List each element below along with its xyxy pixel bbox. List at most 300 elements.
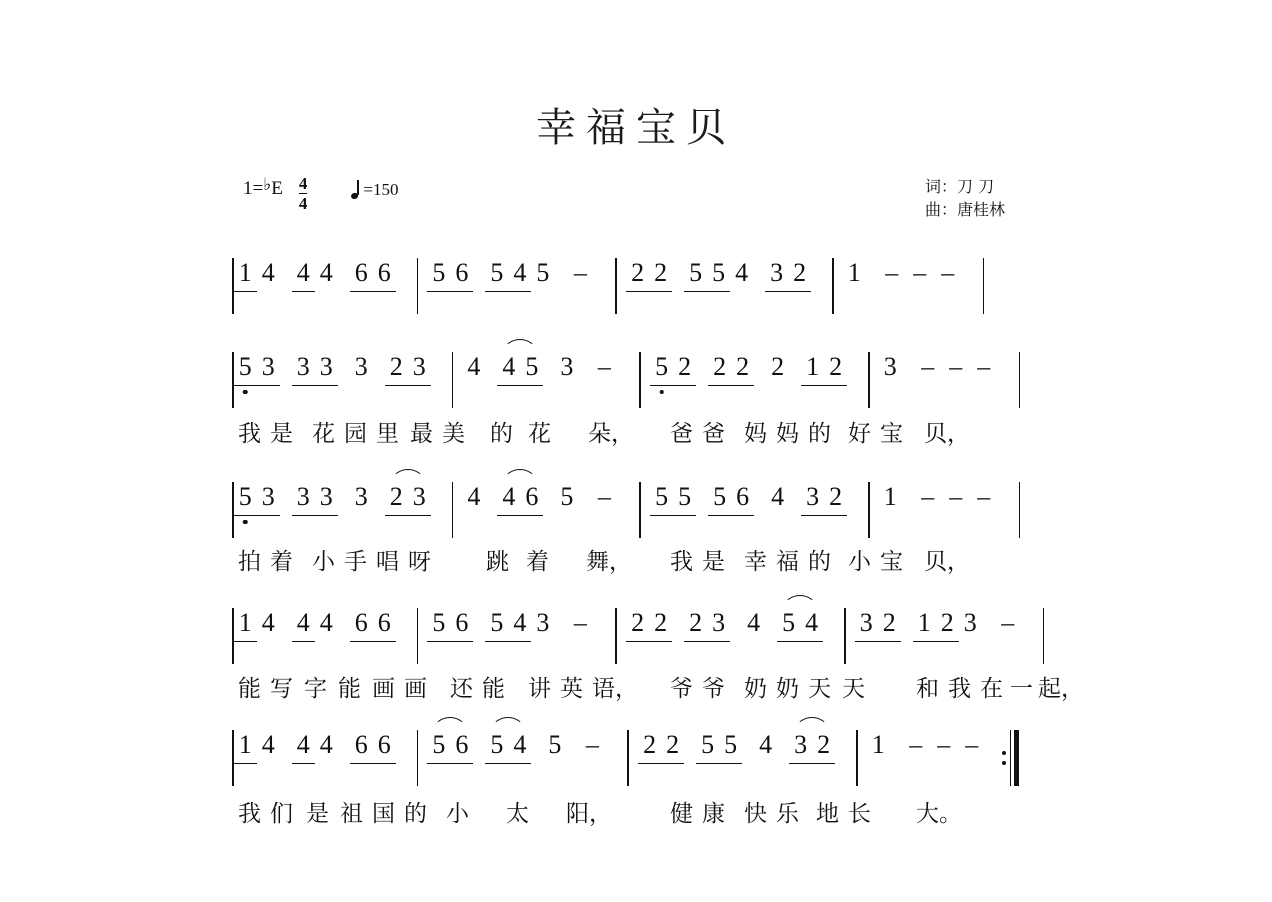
note: [385, 352, 408, 386]
note-group: [427, 608, 473, 642]
note: [879, 352, 902, 385]
note: [315, 482, 338, 516]
note-number: 2: [389, 352, 403, 381]
note-number: 6: [455, 730, 469, 759]
note-number: 5: [432, 608, 446, 637]
measure: [234, 608, 408, 642]
barline: [417, 258, 419, 314]
lyric-syllable: 是: [702, 549, 725, 575]
lyric-syllable: 我: [670, 549, 693, 575]
note: [555, 352, 578, 385]
note-group: [696, 730, 742, 764]
lyric-syllable: 贝，: [924, 421, 970, 447]
note-group: [626, 258, 672, 292]
note-group: [879, 352, 902, 385]
note-number: 2: [643, 730, 657, 759]
notation-line: [232, 608, 1047, 664]
barline: [627, 730, 629, 786]
note-group: [650, 352, 696, 386]
sustain-dash: –: [573, 258, 587, 287]
lyric-syllable: 英: [560, 676, 583, 702]
note: [234, 482, 257, 516]
lyric-syllable: 大。: [916, 801, 962, 827]
note-group: [292, 258, 338, 292]
barline: [856, 730, 858, 786]
note-number: 4: [296, 608, 310, 637]
note-group: [234, 352, 280, 386]
lyric-syllable: 阳，: [566, 801, 612, 827]
note-group: [234, 258, 280, 292]
staff-system: [232, 352, 1047, 408]
note-number: 1: [238, 730, 252, 759]
lyric-syllable: 能: [338, 676, 361, 702]
barline: [639, 352, 641, 408]
lyric-syllable: 起，: [1038, 676, 1084, 702]
measure: [626, 258, 823, 292]
note-number: 5: [525, 352, 539, 381]
note-group: [462, 352, 485, 385]
lyric-syllable: 是: [270, 421, 293, 447]
note-number: 2: [771, 352, 785, 381]
note-group: [684, 258, 753, 292]
note-group: [497, 352, 543, 386]
slur-arc: [795, 717, 829, 731]
lyric-syllable: 朵，: [588, 421, 634, 447]
note-number: 2: [793, 258, 807, 287]
sustain-dash: –: [937, 730, 951, 759]
lyric-syllable: 字: [304, 676, 327, 702]
note: [350, 482, 373, 515]
note: [913, 608, 936, 642]
note: [708, 482, 731, 516]
barline: [1019, 352, 1021, 408]
note-number: 2: [713, 352, 727, 381]
note: [936, 608, 959, 642]
key-prefix: 1=: [243, 178, 264, 199]
barline: [417, 730, 419, 786]
note: [373, 730, 396, 764]
note: [788, 258, 811, 292]
note: [684, 258, 707, 292]
slur-arc: [503, 469, 537, 483]
notation-line: [232, 482, 1047, 538]
note-group: [777, 608, 823, 642]
note-number: 6: [354, 608, 368, 637]
note-number: 1: [871, 730, 885, 759]
barline: [615, 258, 617, 314]
lyric-syllable: 妈: [744, 421, 767, 447]
lyric-syllable: 好: [848, 421, 871, 447]
lyric-syllable: 乐: [776, 801, 799, 827]
note-number: 4: [319, 730, 333, 759]
note-number: 6: [455, 608, 469, 637]
lyric-syllable: 着: [526, 549, 549, 575]
note: [801, 352, 824, 386]
note-number: 3: [296, 352, 310, 381]
barline: [615, 608, 617, 664]
note: [649, 608, 672, 642]
note-number: 3: [319, 352, 333, 381]
note-group: [638, 730, 684, 764]
measure: [843, 258, 974, 291]
barline: [844, 608, 846, 664]
note-number: 4: [735, 258, 749, 287]
lyricist-credit: 词：刀 刀: [925, 177, 995, 196]
note-number: 5: [782, 608, 796, 637]
note-number: 5: [238, 482, 252, 511]
sustain-dash: –: [941, 258, 955, 287]
slur-arc: [391, 469, 425, 483]
note-group: [754, 730, 777, 763]
lyric-line: [232, 795, 1047, 835]
lyric-syllable: 花: [312, 421, 335, 447]
note: [450, 258, 473, 292]
sustain-dash: –: [977, 482, 991, 511]
time-signature: [299, 175, 308, 212]
measure: [234, 482, 443, 516]
lyric-line: [232, 670, 1084, 710]
note-group: [994, 608, 1022, 638]
measure: [234, 730, 408, 764]
key-signature: [243, 175, 283, 200]
note: [257, 258, 280, 291]
measure: [234, 352, 443, 386]
lyric-syllable: 最: [410, 421, 433, 447]
note: [257, 352, 280, 386]
note: [520, 482, 543, 516]
measure: [427, 258, 606, 292]
slur-arc: [491, 717, 525, 731]
sustain-dash: –: [597, 482, 611, 511]
barline: [452, 482, 454, 538]
note: [878, 608, 901, 642]
sustain-dash: –: [949, 482, 963, 511]
lyric-syllable: 我: [238, 801, 261, 827]
lyric-syllable: 手: [344, 549, 367, 575]
note-number: 1: [917, 608, 931, 637]
note: [257, 482, 280, 516]
note: [485, 608, 508, 642]
staff-system: [232, 258, 1047, 314]
note: [742, 608, 765, 641]
lyric-syllable: 的: [404, 801, 427, 827]
measure: [234, 258, 408, 292]
note-group: [878, 258, 962, 288]
note-group: [543, 730, 566, 763]
note-number: 4: [513, 258, 527, 287]
lyric-syllable: 小: [312, 549, 335, 575]
note-number: 4: [502, 352, 516, 381]
note: [485, 258, 508, 292]
note: [789, 730, 812, 764]
note-group: [485, 608, 554, 642]
note-number: 4: [502, 482, 516, 511]
note: [800, 608, 823, 642]
note-number: 2: [631, 608, 645, 637]
note-number: 2: [689, 608, 703, 637]
note-number: 5: [724, 730, 738, 759]
lyric-syllable: 写: [270, 676, 293, 702]
lyric-syllable: 康: [702, 801, 725, 827]
note-group: [350, 730, 396, 764]
note: [843, 258, 866, 291]
lyric-syllable: 国: [372, 801, 395, 827]
note: [385, 482, 408, 516]
note-number: 5: [238, 352, 252, 381]
note-group: [385, 482, 431, 516]
sustain-dash: –: [977, 352, 991, 381]
note: [497, 482, 520, 516]
note-number: 3: [412, 482, 426, 511]
measure: [638, 730, 847, 764]
note-group: [801, 482, 847, 516]
note-group: [485, 730, 531, 764]
note-number: 6: [377, 608, 391, 637]
sustain-dash: –: [921, 352, 935, 381]
note: [373, 608, 396, 642]
note-number: 3: [536, 608, 550, 637]
note-number: 2: [736, 352, 750, 381]
lyric-syllable: 福: [776, 549, 799, 575]
note: [707, 608, 730, 642]
note-number: 1: [238, 258, 252, 287]
lyric-syllable: 长: [848, 801, 871, 827]
note-number: 2: [829, 482, 843, 511]
lyric-syllable: 是: [306, 801, 329, 827]
note: [731, 482, 754, 516]
note-number: 5: [655, 482, 669, 511]
note: [766, 352, 789, 385]
note-group: [427, 730, 473, 764]
note: [508, 730, 531, 764]
measure: [867, 730, 998, 763]
note-number: 5: [536, 258, 550, 287]
note-number: 6: [354, 258, 368, 287]
note-number: 5: [678, 482, 692, 511]
note: [731, 352, 754, 386]
note-number: 2: [389, 482, 403, 511]
note-group: [292, 608, 338, 642]
note: [292, 730, 315, 764]
note-group: [578, 730, 606, 760]
note: [427, 258, 450, 292]
sustain-dash: –: [949, 352, 963, 381]
note-number: 2: [882, 608, 896, 637]
note-group: [914, 352, 998, 382]
note-number: 1: [847, 258, 861, 287]
note: [650, 482, 673, 516]
lyric-syllable: 着: [270, 549, 293, 575]
lyric-syllable: 语，: [592, 676, 638, 702]
lyric-syllable: 健: [670, 801, 693, 827]
note-number: 5: [655, 352, 669, 381]
note: [257, 730, 280, 763]
note-group: [234, 482, 280, 516]
note: [520, 352, 543, 386]
measure: [650, 352, 859, 386]
note-group: [650, 482, 696, 516]
note: [350, 730, 373, 764]
note-number: 5: [490, 730, 504, 759]
measure: [626, 608, 835, 642]
note: [408, 482, 431, 516]
note-number: 1: [883, 482, 897, 511]
lyric-syllable: 小: [446, 801, 469, 827]
staff-system: [232, 730, 1047, 786]
note: [696, 730, 719, 764]
note: [315, 352, 338, 386]
note-number: 3: [354, 482, 368, 511]
measure: [879, 352, 1010, 385]
note-number: 3: [963, 608, 977, 637]
lyric-syllable: 爸: [670, 421, 693, 447]
note-group: [914, 482, 998, 512]
repeat-dots: [1002, 745, 1006, 771]
lyric-syllable: 拍: [238, 549, 261, 575]
note-number: 4: [513, 608, 527, 637]
lyric-syllable: 舞，: [586, 549, 632, 575]
key-letter: E: [271, 178, 283, 199]
note-group: [742, 608, 765, 641]
note: [684, 608, 707, 642]
score-credits: [925, 175, 1005, 221]
time-denominator: 4: [298, 194, 308, 213]
lyric-syllable: 宝: [880, 549, 903, 575]
lyric-syllable: 画: [372, 676, 395, 702]
note-number: 3: [296, 482, 310, 511]
lyric-syllable: 一: [1010, 676, 1033, 702]
lyric-syllable: 快: [744, 801, 767, 827]
note-number: 5: [689, 258, 703, 287]
score-header-left: [243, 174, 399, 215]
note-number: 6: [377, 258, 391, 287]
measure: [879, 482, 1010, 515]
composer-credit: 曲：唐桂林: [925, 200, 1006, 220]
note: [626, 608, 649, 642]
sustain-dash: –: [965, 730, 979, 759]
note-group: [292, 730, 338, 764]
note-group: [626, 608, 672, 642]
lyric-syllable: 在: [980, 676, 1003, 702]
note: [673, 482, 696, 516]
measure: [462, 482, 630, 516]
barline: [417, 608, 419, 664]
note: [879, 482, 902, 515]
sustain-dash: –: [573, 608, 587, 637]
staff-system: [232, 482, 1047, 538]
note: [373, 258, 396, 292]
note-group: [350, 482, 373, 515]
lyric-syllable: 里: [376, 421, 399, 447]
note-number: 4: [261, 258, 275, 287]
sustain-dash: –: [921, 482, 935, 511]
notation-line: [232, 730, 1047, 786]
note-number: 3: [794, 730, 808, 759]
staff-system: [232, 608, 1047, 664]
note-group: [867, 730, 890, 763]
note: [765, 258, 788, 292]
lyric-syllable: 爷: [702, 676, 725, 702]
note: [959, 608, 982, 641]
lyric-syllable: 幸: [744, 549, 767, 575]
note: [766, 482, 789, 515]
note-group: [590, 482, 618, 512]
sustain-dash: –: [909, 730, 923, 759]
note: [777, 608, 800, 642]
note-number: 5: [548, 730, 562, 759]
note-number: 4: [261, 730, 275, 759]
note-group: [497, 482, 543, 516]
note: [650, 352, 673, 386]
measure: [855, 608, 1034, 642]
note-group: [902, 730, 986, 760]
note: [531, 608, 554, 641]
slur-arc: [783, 595, 817, 609]
note-number: 4: [296, 258, 310, 287]
note-number: 3: [859, 608, 873, 637]
measure: [462, 352, 630, 386]
lyric-syllable: 我: [948, 676, 971, 702]
note-group: [590, 352, 618, 382]
note-group: [855, 608, 901, 642]
note-number: 5: [713, 482, 727, 511]
note-group: [843, 258, 866, 291]
note-group: [566, 608, 594, 638]
note: [626, 258, 649, 292]
note: [508, 258, 531, 292]
lyric-line: [232, 543, 1047, 583]
note: [315, 608, 338, 641]
note: [462, 482, 485, 515]
note-group: [766, 482, 789, 515]
note-number: 3: [412, 352, 426, 381]
note-group: [555, 482, 578, 515]
note-number: 4: [805, 608, 819, 637]
note: [555, 482, 578, 515]
note: [292, 258, 315, 292]
lyric-syllable: 花: [528, 421, 551, 447]
measure: [427, 608, 606, 642]
note: [292, 352, 315, 386]
lyric-syllable: 我: [238, 421, 261, 447]
flat-icon: ♭: [263, 175, 272, 195]
note: [801, 482, 824, 516]
note: [427, 730, 450, 764]
lyric-syllable: 的: [808, 549, 831, 575]
note-number: 5: [490, 258, 504, 287]
note-group: [292, 352, 338, 386]
lyric-syllable: 唱: [376, 549, 399, 575]
tempo-value: =150: [363, 180, 399, 199]
note: [450, 608, 473, 642]
note: [292, 608, 315, 642]
lyric-syllable: 地: [816, 801, 839, 827]
note-number: 5: [490, 608, 504, 637]
lyric-syllable: 祖: [340, 801, 363, 827]
repeat-end-barline: [1002, 730, 1019, 786]
sustain-dash: –: [585, 730, 599, 759]
tempo-marking: [351, 180, 398, 200]
note-number: 1: [806, 352, 820, 381]
note: [730, 258, 753, 291]
note: [450, 730, 473, 764]
note-group: [913, 608, 982, 642]
lyric-line: [232, 415, 1047, 455]
note-number: 6: [354, 730, 368, 759]
note: [824, 482, 847, 516]
note-number: 4: [319, 608, 333, 637]
sustain-dash: –: [913, 258, 927, 287]
